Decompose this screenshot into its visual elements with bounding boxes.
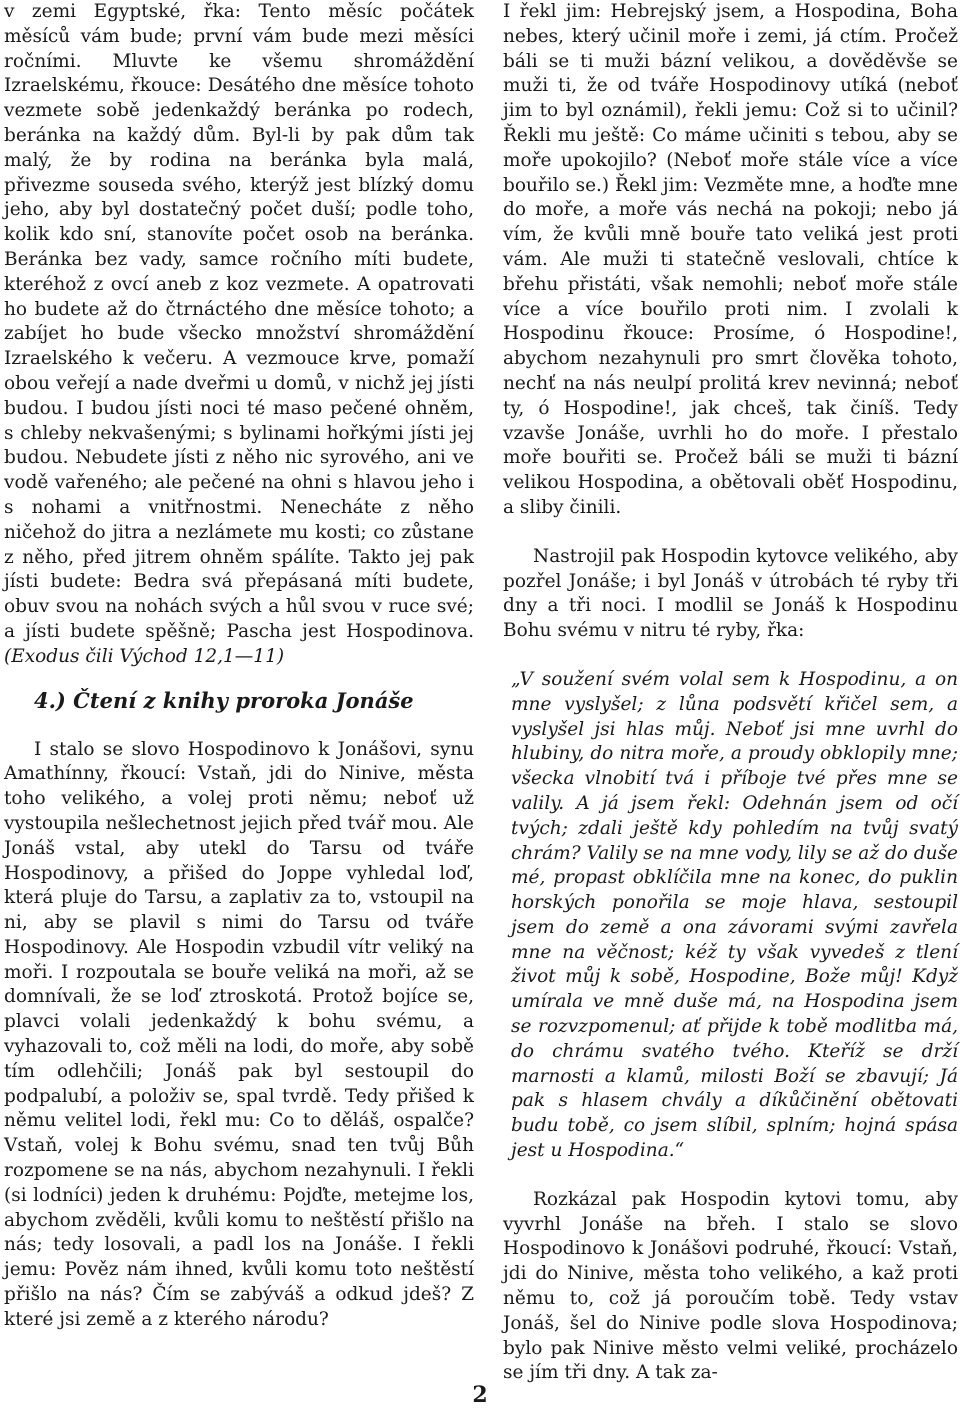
page-number: 2 [472, 1382, 488, 1408]
jonah-reading-paragraph-3: Nastrojil pak Hospodin kytovce velikého, aby pozřel Jonáše; i byl Jonáš v útrobách té ryby tři dny a tři noci. I modlil se Jonáš k Hospodinu Bohu svému v nitru té ryby, řka: [503, 545, 958, 642]
left-column [4, 0, 474, 1333]
jonah-reading-paragraph-4: Rozkázal pak Hospodin kytovi tomu, aby vyvrhl Jonáše na břeh. I stalo se slovo Hospodinovo k Jonášovi podruhé, řkoucí: Vstaň, jdi do Ninive, města toho velikého, a kaž proti němu to, což já poroučím tobě. Tedy vstav Jonáš, šel do Ninive podle slova Hospodinova; bylo pak Ninive město velmi veliké, procházelo se jím tři dny. A tak za- [503, 1188, 958, 1384]
exodus-citation: (Exodus čili Východ 12,1—11) [4, 645, 285, 667]
jonah-reading-paragraph-1: I stalo se slovo Hospodinovo k Jonášovi, synu Amathínny, řkoucí: Vstaň, jdi do Ninive, města toho velikého, a volej proti němu; neboť už vystoupila nešlechetnost jejich před tvář mou. Ale Jonáš vstal, aby utekl do Tarsu od tváře Hospodinovy, a přišed do Joppe vyhledal loď, která pluje do Tarsu, a zaplativ za to, vstoupil na ni, aby se plavil s nimi do Tarsu od tváře Hospodinovy. Ale Hospodin vzbudil vítr veliký na moři. I rozpoutala se bouře veliká na moři, až se domnívali, že se loď ztroskotá. Protož bojíce se, plavci volali jedenkaždý k bohu svému, a vyhazovali to, což měli na lodi, do moře, aby sobě tím odlehčili; Jonáš pak byl sestoupil do podpalubí, a položiv se, spal tvrdě. Tedy přišed k němu velitel lodi, řekl mu: Co to děláš, ospalče? Vstaň, volej k Bohu svému, snad ten tvůj Bůh rozpomene se na nás, abychom nezahynuli. I řekli (si lodníci) jeden k druhému: Pojďte, metejme los, abychom zvěděli, kvůli komu to neštěstí přišlo na nás; tedy losovali, a padl los na Jonáše. I řekli jemu: Pověz nám ihned, kvůli komu toto neštěstí přišlo na nás? Čím se zabýváš a odkud jdeš? Z které jsi země a z kterého národu? [4, 738, 474, 1330]
jonah-reading-heading: 4.) Čtení z knihy proroka Jonáše [34, 687, 414, 713]
jonah-prayer-quote: „V soužení svém volal sem k Hospodinu, a on mne vyslyšel; z lůna podsvětí křičel sem, a vyslyšel jsi hlas můj. Neboť jsi mne uvrhl do hlubiny, do nitra moře, a proudy obklopily mne; všecka vlnobití tvá i příboje tvé přes mne se valily. A já jsem řekl: Odehnán jsem od očí tvých; zdali ještě kdy pohledím na tvůj svatý chrám? Valily se na mne vody, lily se až do duše mé, propast obklíčila mne na konec, do puklin horských ponořila se moje hlava, sestoupil jsem do země a ona závorami svými zavřela mne na věčnost; kéž ty však vyvedeš z tlení život můj k sobě, Hospodine, Bože můj! Když umírala ve mně duše má, na Hospodina jsem se rozvzpomenul; ať přijde k tobě modlitba má, do chrámu svatého tvého. Kteříž se drží marnosti a klamů, milosti Boží se zbavují; Já pak s hlasem chvály a díkůčinění obětovati budu tobě, co jsem slíbil, splním; hojná spása jest u Hospodina.“ [511, 668, 959, 1162]
exodus-reading-paragraph [4, 0, 474, 670]
jonah-reading-paragraph-2: I řekl jim: Hebrejský jsem, a Hospodina, Boha nebes, který učinil moře i zemi, já ctím. Pročež báli se ti muži bázní velikou, a dověděvše se muži ti, že od tváře Hospodinovy utíká (neboť jim to byl oznámil), řekli jemu: Což si to učinil? Řekli mu ještě: Co máme učiniti s tebou, aby se moře upokojilo? (Neboť moře stále více a více bouřilo se.) Řekl jim: Vezměte mne, a hoďte mne do moře, a moře vás nechá na pokoji; nebo já vím, že kvůli mně bouře tato veliká jest proti vám. Ale muži ti statečně veslovali, chtíce k břehu přistáti, však nemohli; neboť moře stále více a více bouřilo proti nim. I zvolali k Hospodinu řkouce: Prosíme, ó Hospodine!, abychom nezahynuli pro smrt člověka tohoto, nechť na nás neulpí prolitá krev nevinná; neboť ty, ó Hospodine!, jak chceš, tak činíš. Tedy vzavše Jonáše, uvrhli ho do moře. I přestalo moře bouřiti se. Pročež báli se muži ti bázní velikou Hospodina, a obětovali oběť Hospodinu, a sliby činili. [503, 1, 958, 518]
exodus-reading-text: v zemi Egyptské, řka: Tento měsíc počátek měsíců vám bude; první vám bude mezi měsíci ročními. Mluvte ke všemu shromáždění Izraelskému, řkouce: Desátého dne měsíce tohoto vezmete sobě jedenkaždý beránka po rodech, beránka na každý dům. Byl-li by pak dům tak malý, že by rodina na beránka byla malá, přivezme souseda svého, kterýž jest blízký domu jeho, aby byl dostatečný počet duší; podle toho, kolik kdo sní, stanovíte počet osob na beránka. Beránka bez vady, samce ročního míti budete, kteréhož z ovcí aneb z koz vezmete. A opatrovati ho budete až do čtrnáctého dne měsíce tohoto; a zabíjet ho bude všecko množství shromáždění Izraelského k večeru. A vezmouce krve, pomaží obou veřejí a nade dveřmi u domů, v nichž jej jísti budou. I budou jísti noci té maso pečené ohněm, s chleby nekvašenými; s bylinami hořkými jísti jej budou. Nebudete jísti z něho nic syrového, ani ve vodě vařeného; ale pečené na ohni s hlavou jeho i s nohami a vnitřnostmi. Nenecháte z něho ničehož do jitra a nezlámete mu kosti; co zůstane z něho, před jitrem ohněm spálíte. Takto jej pak jísti budete: Bedra svá přepásaná míti budete, obuv svou na nohách svých a hůl svou v ruce své; a jísti budete spěšně; Pascha jest Hospodinova. [4, 1, 474, 642]
right-column [503, 0, 958, 1386]
